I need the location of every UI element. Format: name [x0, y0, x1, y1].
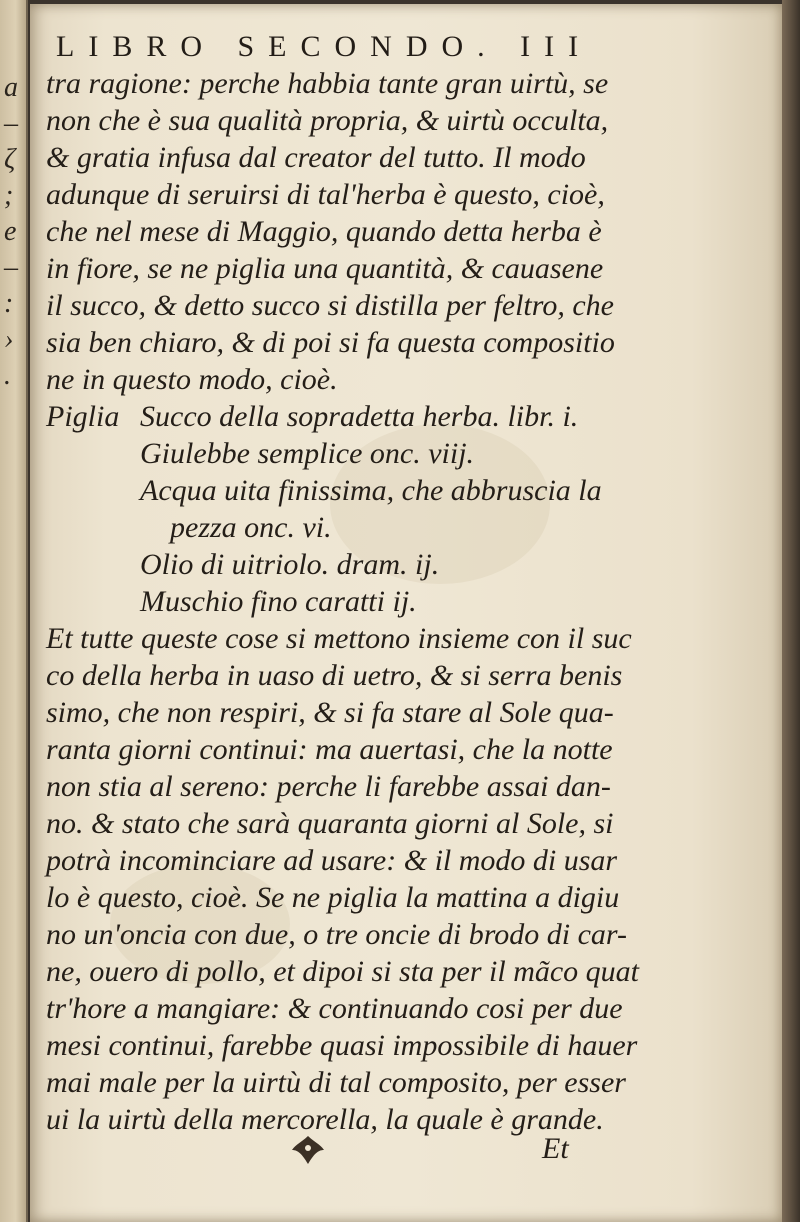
- running-header: LIBRO SECONDO. III: [56, 30, 593, 63]
- recipe-item: Succo della sopradetta herba. libr. i.: [140, 400, 579, 433]
- text-line: co della herba in uaso di uetro, & si serra benis: [46, 659, 623, 692]
- text-line: simo, che non respiri, & si fa stare al Sole qua-: [46, 696, 614, 729]
- margin-fragment: ζ: [4, 144, 16, 175]
- text-line: non stia al sereno: perche li farebbe assai dan-: [46, 770, 611, 803]
- text-line: tr'hore a mangiare: & continuando cosi per due: [46, 992, 623, 1025]
- text-line: lo è questo, cioè. Se ne piglia la mattina a digiu: [46, 881, 620, 914]
- book-page: [30, 4, 782, 1222]
- text-line: mesi continui, farebbe quasi impossibile di hauer: [46, 1029, 638, 1062]
- text-line: in fiore, se ne piglia una quantità, & cauasene: [46, 252, 604, 285]
- text-line: Et tutte queste cose si mettono insieme con il suc: [46, 622, 632, 655]
- book-edge: [782, 0, 800, 1222]
- text-line: che nel mese di Maggio, quando detta herba è: [46, 215, 602, 248]
- text-line: no. & stato che sarà quaranta giorni al Sole, si: [46, 807, 614, 840]
- margin-fragment: a: [4, 72, 18, 103]
- text-line: ui la uirtù della mercorella, la quale è grande.: [46, 1103, 604, 1136]
- text-line: ranta giorni continui: ma auertasi, che la notte: [46, 733, 613, 766]
- text-line: ne in questo modo, cioè.: [46, 363, 338, 396]
- catchword: Et: [542, 1132, 569, 1165]
- recipe-item: pezza onc. vi.: [170, 511, 332, 544]
- recipe-label: Piglia: [46, 400, 120, 433]
- previous-page-edge: [0, 0, 28, 1222]
- recipe-item: Muschio fino caratti ij.: [140, 585, 417, 618]
- text-line: adunque di seruirsi di tal'herba è questo, cioè,: [46, 178, 605, 211]
- text-line: tra ragione: perche habbia tante gran uirtù, se: [46, 67, 609, 100]
- margin-fragment: .: [4, 360, 11, 391]
- text-line: ne, ouero di pollo, et dipoi si sta per il mãco quat: [46, 955, 640, 988]
- text-line: non che è sua qualità propria, & uirtù occulta,: [46, 104, 609, 137]
- text-line: no un'oncia con due, o tre oncie di brodo di car-: [46, 918, 627, 951]
- text-line: sia ben chiaro, & di poi si fa questa compositio: [46, 326, 615, 359]
- recipe-item: Acqua uita finissima, che abbruscia la: [140, 474, 602, 507]
- margin-fragment: –: [4, 252, 18, 283]
- recipe-item: Olio di uitriolo. dram. ij.: [140, 548, 440, 581]
- text-line: il succo, & detto succo si distilla per feltro, che: [46, 289, 614, 322]
- margin-fragment: ›: [4, 324, 14, 355]
- fleuron-icon: [288, 1132, 328, 1168]
- margin-fragment: :: [4, 288, 14, 319]
- margin-fragment: –: [4, 108, 18, 139]
- margin-fragment: e: [4, 216, 17, 247]
- margin-fragment: ;: [4, 180, 14, 211]
- text-line: potrà incominciare ad usare: & il modo di usar: [46, 844, 618, 877]
- text-line: & gratia infusa dal creator del tutto. Il modo: [46, 141, 586, 174]
- recipe-item: Giulebbe semplice onc. viij.: [140, 437, 475, 470]
- text-line: mai male per la uirtù di tal composito, per esser: [46, 1066, 626, 1099]
